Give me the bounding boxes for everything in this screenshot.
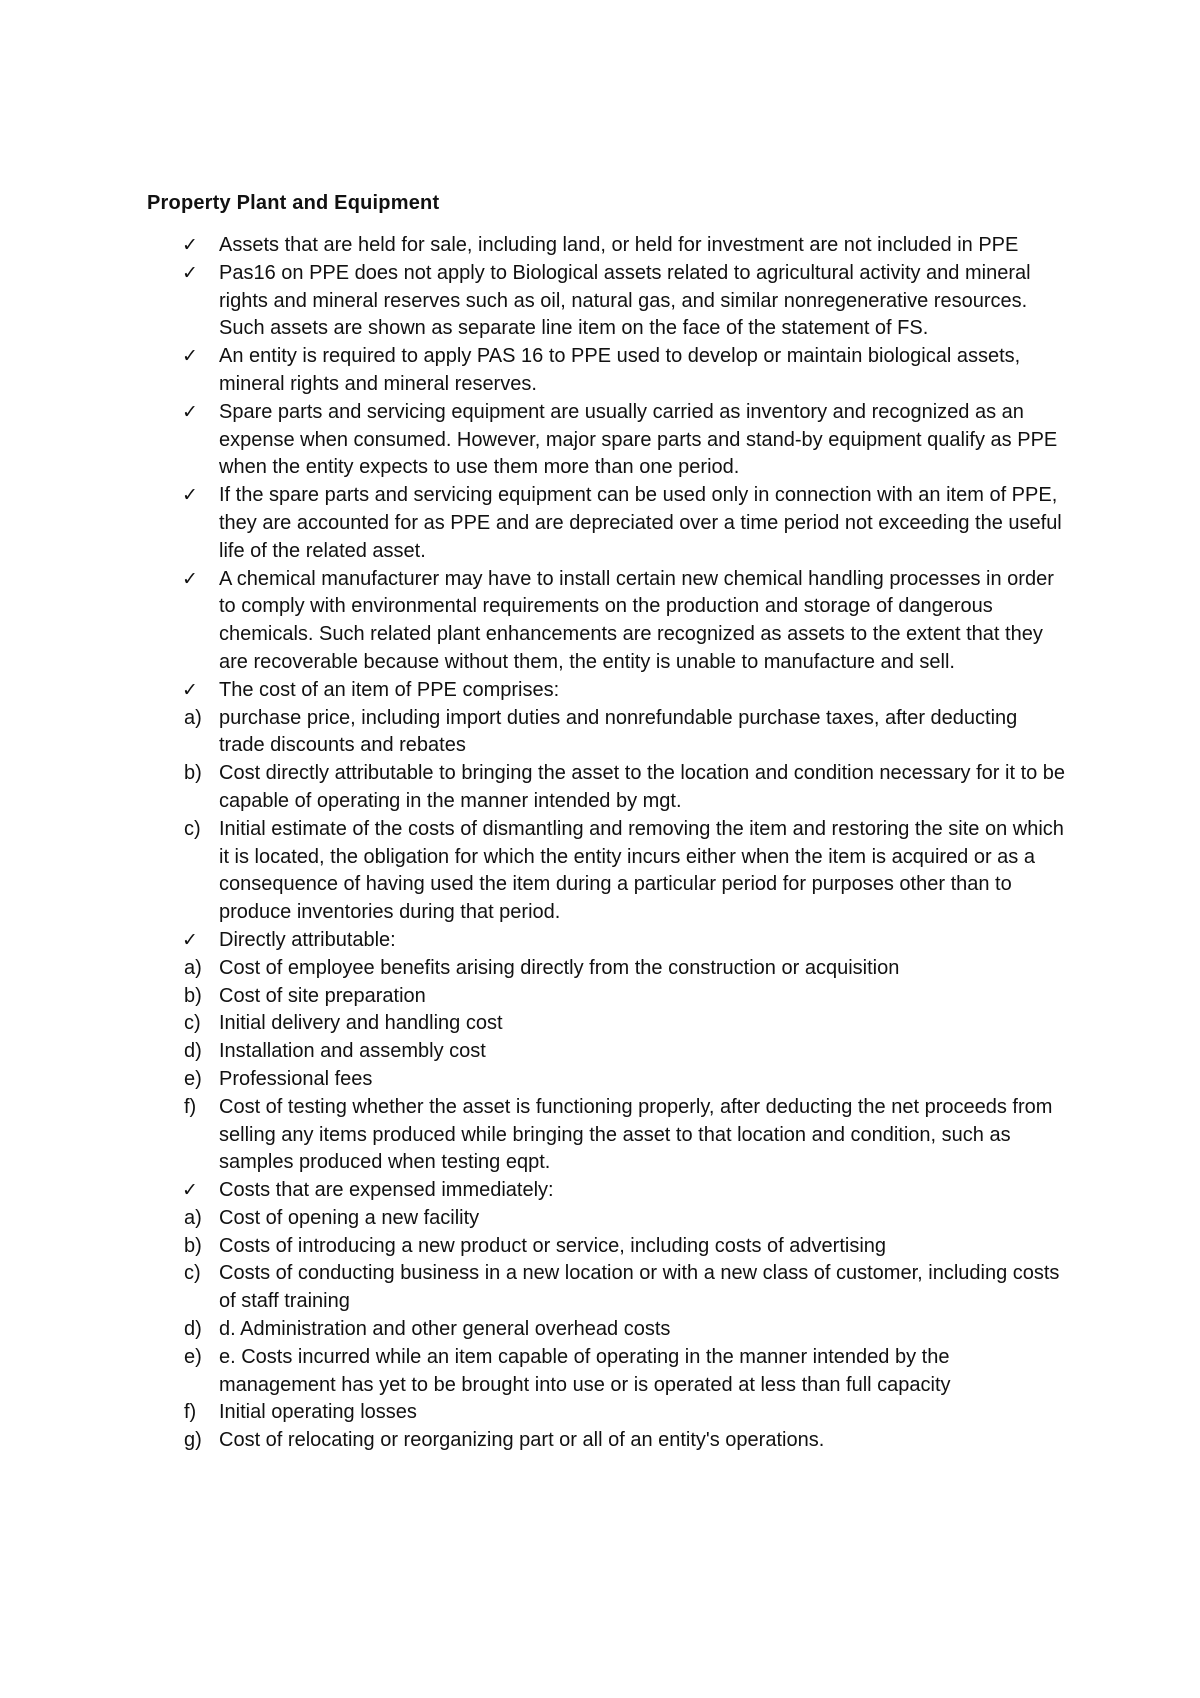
list-item [147, 1094, 1067, 1177]
list-item [147, 482, 1067, 565]
list-item-text: Directly attributable: [219, 928, 396, 951]
list-item [147, 1010, 1067, 1038]
list-item [147, 1344, 1067, 1400]
bullet-list [147, 232, 1067, 1455]
list-item [147, 1205, 1067, 1233]
list-item [147, 343, 1067, 399]
checkmark-icon: ✓ [182, 484, 198, 507]
list-item [147, 1066, 1067, 1094]
list-item [147, 927, 1067, 955]
list-item [147, 566, 1067, 677]
list-marker: a) [184, 956, 202, 979]
list-item [147, 1260, 1067, 1316]
list-marker: d) [184, 1040, 202, 1063]
list-marker: f) [184, 1401, 197, 1424]
list-item [147, 955, 1067, 983]
list-item-text: purchase price, including import duties and nonrefundable purchase taxes, after deducting trade discounts and rebates [219, 706, 1018, 757]
list-item-text: Costs of conducting business in a new location or with a new class of customer, including costs of staff training [219, 1262, 1060, 1313]
list-marker: c) [184, 817, 201, 840]
list-marker: c) [184, 1262, 201, 1285]
list-marker: b) [184, 1234, 202, 1257]
list-item-text: Initial delivery and handling cost [219, 1012, 503, 1035]
list-item-text: A chemical manufacturer may have to install certain new chemical handling processes in order to comply with environmental requirements on the production and storage of dangerous chemicals. Such related plant enhancements are recognized as assets to the extent that they are recoverable because without them, the entity is unable to manufacture and sell. [219, 567, 1054, 673]
list-item-text: Costs of introducing a new product or service, including costs of advertising [219, 1234, 887, 1257]
list-marker: c) [184, 1012, 201, 1035]
list-marker: b) [184, 984, 202, 1007]
list-item-text: Costs that are expensed immediately: [219, 1179, 554, 1202]
list-item [147, 816, 1067, 927]
list-marker: a) [184, 706, 202, 729]
list-item [147, 983, 1067, 1011]
list-item-text: d. Administration and other general overhead costs [219, 1318, 671, 1341]
list-marker: d) [184, 1318, 202, 1341]
checkmark-icon: ✓ [182, 567, 198, 590]
list-marker: f) [184, 1095, 197, 1118]
list-item [147, 1038, 1067, 1066]
list-item-text: Spare parts and servicing equipment are usually carried as inventory and recognized as an expense when consumed. However, major spare parts and stand-by equipment qualify as PPE when the entity expects to use them more than one period. [219, 400, 1058, 479]
list-item-text: Cost of site preparation [219, 984, 426, 1007]
list-item-text: The cost of an item of PPE comprises: [219, 678, 560, 701]
document-title: Property Plant and Equipment [147, 192, 440, 214]
list-item [147, 1233, 1067, 1261]
list-item [147, 705, 1067, 761]
list-marker: e) [184, 1067, 202, 1090]
list-marker: g) [184, 1429, 202, 1452]
list-item-text: Cost of relocating or reorganizing part or all of an entity's operations. [219, 1429, 825, 1452]
list-item [147, 232, 1067, 260]
list-item-text: e. Costs incurred while an item capable of operating in the manner intended by the management has yet to be brought into use or is operated at less than full capacity [219, 1345, 951, 1396]
list-marker: e) [184, 1345, 202, 1368]
list-item [147, 1399, 1067, 1427]
list-item [147, 1427, 1067, 1455]
checkmark-icon: ✓ [182, 234, 198, 256]
list-item-text: Cost directly attributable to bringing the asset to the location and condition necessary for it to be capable of operating in the manner intended by mgt. [219, 762, 1066, 812]
list-item [147, 1177, 1067, 1205]
list-item-text: An entity is required to apply PAS 16 to PPE used to develop or maintain biological assets, mineral rights and mineral reserves. [219, 345, 1021, 395]
list-item-text: If the spare parts and servicing equipment can be used only in connection with an item of PPE, they are accounted for as PPE and are depreciated over a time period not exceeding the useful life of the related asset. [219, 484, 1062, 562]
list-item [147, 760, 1067, 816]
list-item-text: Installation and assembly cost [219, 1040, 486, 1063]
list-item [147, 1316, 1067, 1344]
list-item [147, 260, 1067, 343]
checkmark-icon: ✓ [182, 345, 198, 368]
list-item-text: Assets that are held for sale, including land, or held for investment are not included in PPE [219, 234, 1019, 256]
checkmark-icon: ✓ [182, 678, 198, 701]
list-item-text: Initial estimate of the costs of dismantling and removing the item and restoring the site on which it is located, the obligation for which the entity incurs either when the item is acquired or as a consequence of having used the item during a particular period for purposes other than to produce inventories during that period. [219, 817, 1064, 924]
checkmark-icon: ✓ [182, 1179, 198, 1202]
list-item-text: Cost of testing whether the asset is functioning properly, after deducting the net proceeds from selling any items produced while bringing the asset to that location and condition, such as samples produced when testing eqpt. [219, 1095, 1053, 1174]
list-marker: a) [184, 1206, 202, 1229]
list-item [147, 677, 1067, 705]
checkmark-icon: ✓ [182, 928, 198, 951]
checkmark-icon: ✓ [182, 261, 198, 284]
list-item-text: Pas16 on PPE does not apply to Biological assets related to agricultural activity and mineral rights and mineral reserves such as oil, natural gas, and similar nonregenerative resources. Such assets are shown as separate line item on the face of the statement of FS. [219, 261, 1031, 340]
list-item [147, 399, 1067, 482]
list-item-text: Initial operating losses [219, 1401, 417, 1424]
list-item-text: Cost of employee benefits arising directly from the construction or acquisition [219, 956, 900, 979]
list-marker: b) [184, 762, 202, 785]
list-item-text: Professional fees [219, 1067, 373, 1090]
checkmark-icon: ✓ [182, 400, 198, 423]
list-item-text: Cost of opening a new facility [219, 1206, 480, 1229]
